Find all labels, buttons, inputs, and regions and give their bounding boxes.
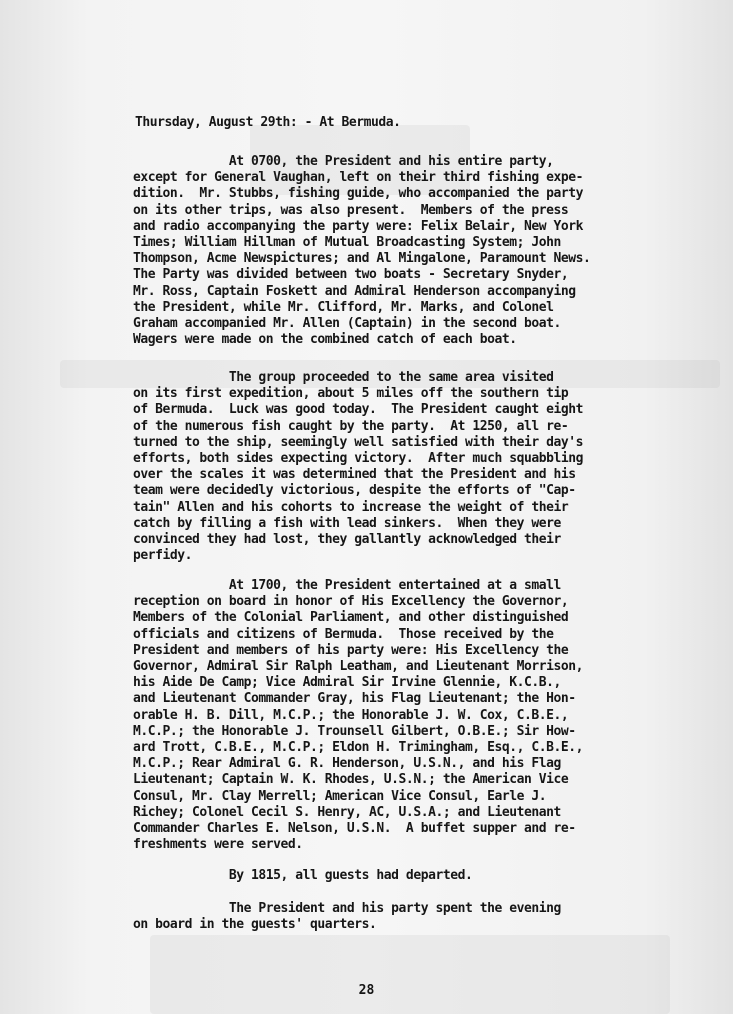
text-line: Wagers were made on the combined catch of each boat. [133, 332, 517, 348]
paragraph-fishing-expedition [133, 154, 590, 348]
text-line: convinced they had lost, they gallantly acknowledged their [133, 532, 561, 548]
text-line: officials and citizens of Bermuda. Those received by the [133, 626, 554, 642]
text-line: on board in the guests' quarters. [133, 917, 377, 933]
text-line: At 0700, the President and his entire party, [133, 154, 554, 169]
paragraph-evening [133, 901, 561, 933]
text-line: By 1815, all guests had departed. [133, 868, 473, 883]
text-line: The group proceeded to the same area visited [133, 370, 554, 385]
text-line: The Party was divided between two boats - Secretary Snyder, [133, 267, 569, 283]
text-line: of the numerous fish caught by the party. At 1250, all re- [133, 418, 569, 434]
text-line: M.C.P.; the Honorable J. Trounsell Gilbert, O.B.E.; Sir How- [133, 723, 576, 739]
text-line: freshments were served. [133, 837, 303, 853]
paragraph-reception [133, 578, 583, 853]
text-line: of Bermuda. Luck was good today. The President caught eight [133, 402, 583, 418]
text-line: except for General Vaughan, left on their third fishing expe- [133, 170, 583, 186]
text-line: President and members of his party were: His Excellency the [133, 642, 569, 658]
text-line: on its first expedition, about 5 miles off the southern tip [133, 386, 569, 402]
text-line: Lieutenant; Captain W. K. Rhodes, U.S.N.; the American Vice [133, 772, 569, 788]
text-line: his Aide De Camp; Vice Admiral Sir Irvine Glennie, K.C.B., [133, 675, 561, 691]
text-line: Members of the Colonial Parliament, and other distinguished [133, 610, 569, 626]
text-line: over the scales it was determined that the President and his [133, 467, 576, 483]
text-line: team were decidedly victorious, despite the efforts of "Cap- [133, 483, 576, 499]
text-line: ard Trott, C.B.E., M.C.P.; Eldon H. Trimingham, Esq., C.B.E., [133, 740, 583, 756]
text-line: reception on board in honor of His Excellency the Governor, [133, 594, 569, 610]
text-line: catch by filling a fish with lead sinkers. When they were [133, 515, 561, 531]
text-line: Consul, Mr. Clay Merrell; American Vice Consul, Earle J. [133, 788, 547, 804]
text-line: and radio accompanying the party were: Felix Belair, New York [133, 218, 583, 234]
text-line: Thompson, Acme Newspictures; and Al Mingalone, Paramount News. [133, 251, 591, 267]
page-number: 28 [358, 983, 375, 998]
text-line: Graham accompanied Mr. Allen (Captain) in the second boat. [133, 316, 561, 332]
paragraph-fishing-results [133, 370, 583, 564]
text-line: efforts, both sides expecting victory. After much squabbling [133, 451, 583, 467]
text-line: Governor, Admiral Sir Ralph Leatham, and Lieutenant Morrison, [133, 659, 583, 675]
text-line: dition. Mr. Stubbs, fishing guide, who accompanied the party [133, 186, 583, 202]
text-line: orable H. B. Dill, M.C.P.; the Honorable J. W. Cox, C.B.E., [133, 707, 569, 723]
text-line: perfidy. [133, 548, 193, 564]
text-line: the President, while Mr. Clifford, Mr. Marks, and Colonel [133, 299, 554, 315]
text-line: Richey; Colonel Cecil S. Henry, AC, U.S.A.; and Lieutenant [133, 804, 561, 820]
text-line: The President and his party spent the evening [133, 901, 561, 916]
text-line: turned to the ship, seemingly well satisfied with their day's [133, 434, 583, 450]
paragraph-guests-departed [133, 868, 472, 884]
text-line: At 1700, the President entertained at a small [133, 578, 561, 593]
text-line: Times; William Hillman of Mutual Broadcasting System; John [133, 235, 561, 251]
text-line: Mr. Ross, Captain Foskett and Admiral Henderson accompanying [133, 283, 576, 299]
text-line: Commander Charles E. Nelson, U.S.N. A buffet supper and re- [133, 821, 576, 837]
text-line: M.C.P.; Rear Admiral G. R. Henderson, U.S.N., and his Flag [133, 756, 561, 772]
text-line: on its other trips, was also present. Members of the press [133, 202, 569, 218]
text-line: and Lieutenant Commander Gray, his Flag Lieutenant; the Hon- [133, 691, 576, 707]
bleed-through-shadow [150, 935, 670, 1014]
text-line: tain" Allen and his cohorts to increase the weight of their [133, 499, 569, 515]
page-heading: Thursday, August 29th: - At Bermuda. [135, 115, 401, 130]
